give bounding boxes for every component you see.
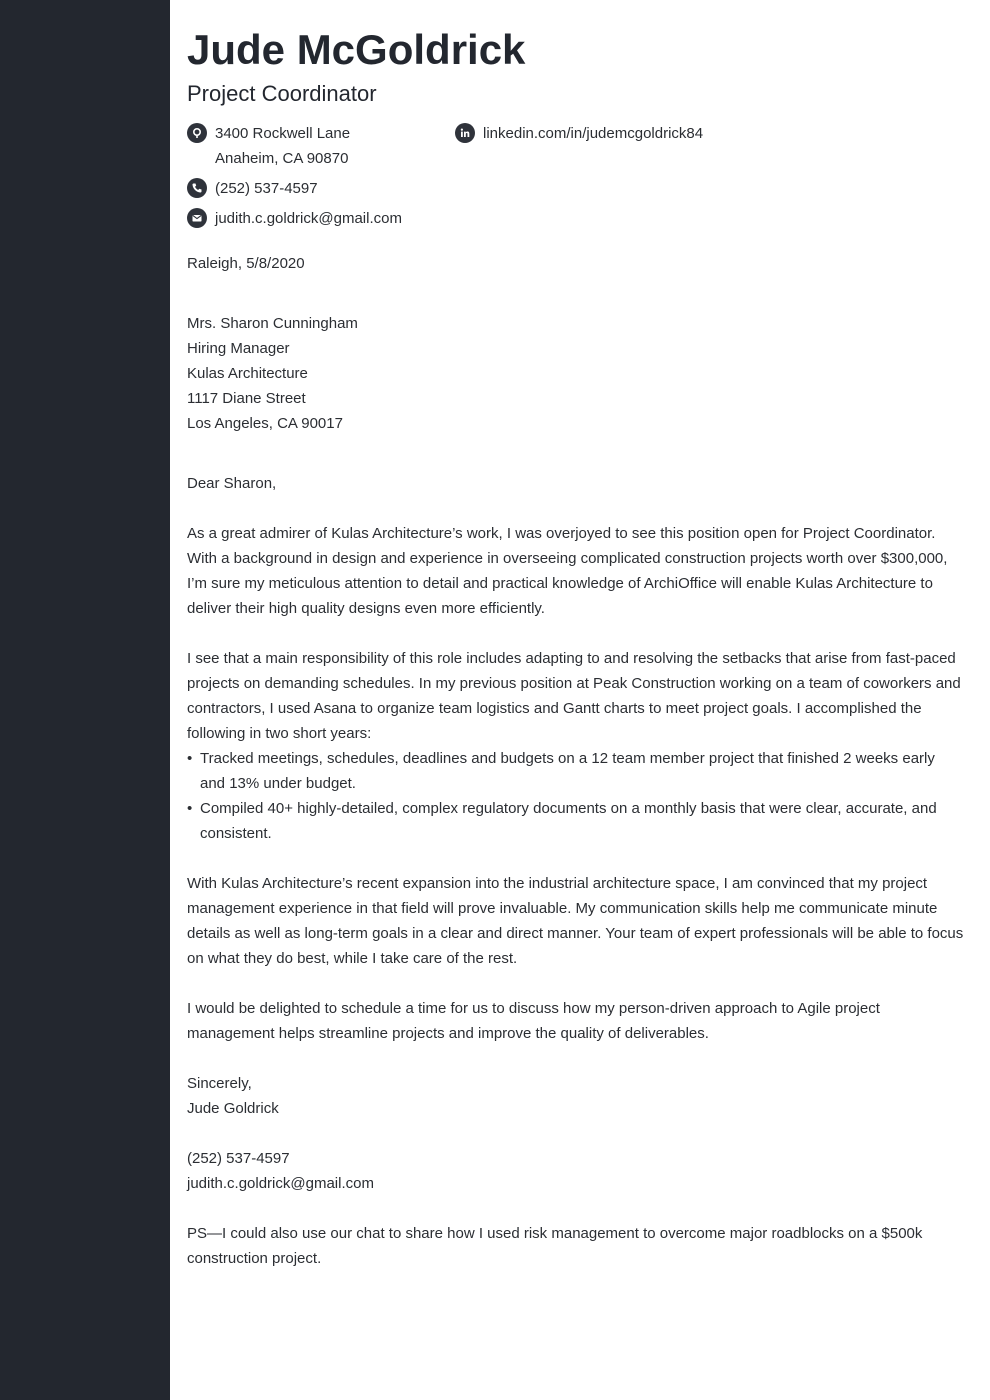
paragraph-4: I would be delighted to schedule a time for us to discuss how my person-driven approach to Agile project management helps streamline projects and improve the quality of deliverables. [187, 1000, 880, 1042]
postscript: PS—I could also use our chat to share how I used risk management to overcome major roadblocks on a $500k construction project. [187, 1225, 923, 1267]
recipient-city: Los Angeles, CA 90017 [187, 415, 343, 432]
signature: Jude Goldrick [187, 1100, 279, 1117]
contact-linkedin [455, 121, 855, 146]
paragraph-2: I see that a main responsibility of this role includes adapting to and resolving the setbacks that arise from fast-paced projects on demanding schedules. In my previous position at Peak Construction working on a team of coworkers and contractors, I used Asana to organize team logistics and Gantt charts to meet project goals. I accomplished the following in two short years: [187, 650, 961, 742]
recipient-block [187, 311, 358, 436]
closing: Sincerely, [187, 1075, 252, 1092]
linkedin-link[interactable]: linkedin.com/in/judemcgoldrick84 [483, 125, 704, 142]
recipient-company: Kulas Architecture [187, 365, 308, 382]
bullet-text: Compiled 40+ highly-detailed, complex regulatory documents on a monthly basis that were clear, accurate, and consistent. [200, 800, 937, 842]
linkedin-icon [455, 123, 475, 143]
social-block [455, 121, 855, 151]
recipient-street: 1117 Diane Street [187, 390, 306, 407]
location-pin-icon [187, 123, 207, 143]
letter-body [187, 471, 967, 1296]
recipient-role: Hiring Manager [187, 340, 290, 357]
paragraph-1: As a great admirer of Kulas Architecture’s work, I was overjoyed to see this position open for Project Coordinator. With a background in design and experience in overseeing complicated construction projects worth over $300,000, I’m sure my meticulous attention to detail and practical knowledge of ArchiOffice will enable Kulas Architecture to deliver their high quality designs even more efficiently. [187, 525, 948, 617]
bullet-text: Tracked meetings, schedules, deadlines and budgets on a 12 team member project that finished 2 weeks early and 13% under budget. [200, 750, 935, 792]
recipient-name: Mrs. Sharon Cunningham [187, 315, 358, 332]
bullet-mark: • [187, 800, 193, 817]
phone-text[interactable]: (252) 537-4597 [215, 180, 318, 197]
contact-email [187, 206, 447, 231]
closing-block [187, 1071, 967, 1121]
address-line-2: Anaheim, CA 90870 [215, 150, 349, 167]
sidebar [0, 0, 170, 1400]
email-text[interactable]: judith.c.goldrick@gmail.com [215, 210, 402, 227]
footer-contact [187, 1146, 967, 1196]
letter-date: Raleigh, 5/8/2020 [187, 255, 305, 272]
achievement-list [187, 746, 967, 846]
address-line-1: 3400 Rockwell Lane [215, 125, 351, 142]
contact-block [187, 121, 447, 236]
list-item [187, 746, 967, 796]
applicant-name: Jude McGoldrick [187, 26, 526, 73]
contact-phone [187, 176, 447, 201]
contact-address [187, 121, 447, 171]
envelope-icon [187, 208, 207, 228]
phone-icon [187, 178, 207, 198]
bullet-mark: • [187, 750, 193, 767]
footer-phone[interactable]: (252) 537-4597 [187, 1150, 290, 1167]
applicant-title: Project Coordinator [187, 81, 377, 106]
paragraph-3: With Kulas Architecture’s recent expansion into the industrial architecture space, I am convinced that my project management experience in that field will prove invaluable. My communication skills help me communicate minute details as well as long-term goals in a clear and direct manner. Your team of expert professionals will be able to focus on what they do best, while I take care of the rest. [187, 875, 964, 967]
list-item [187, 796, 967, 846]
salutation: Dear Sharon, [187, 475, 277, 492]
footer-email[interactable]: judith.c.goldrick@gmail.com [187, 1175, 374, 1192]
